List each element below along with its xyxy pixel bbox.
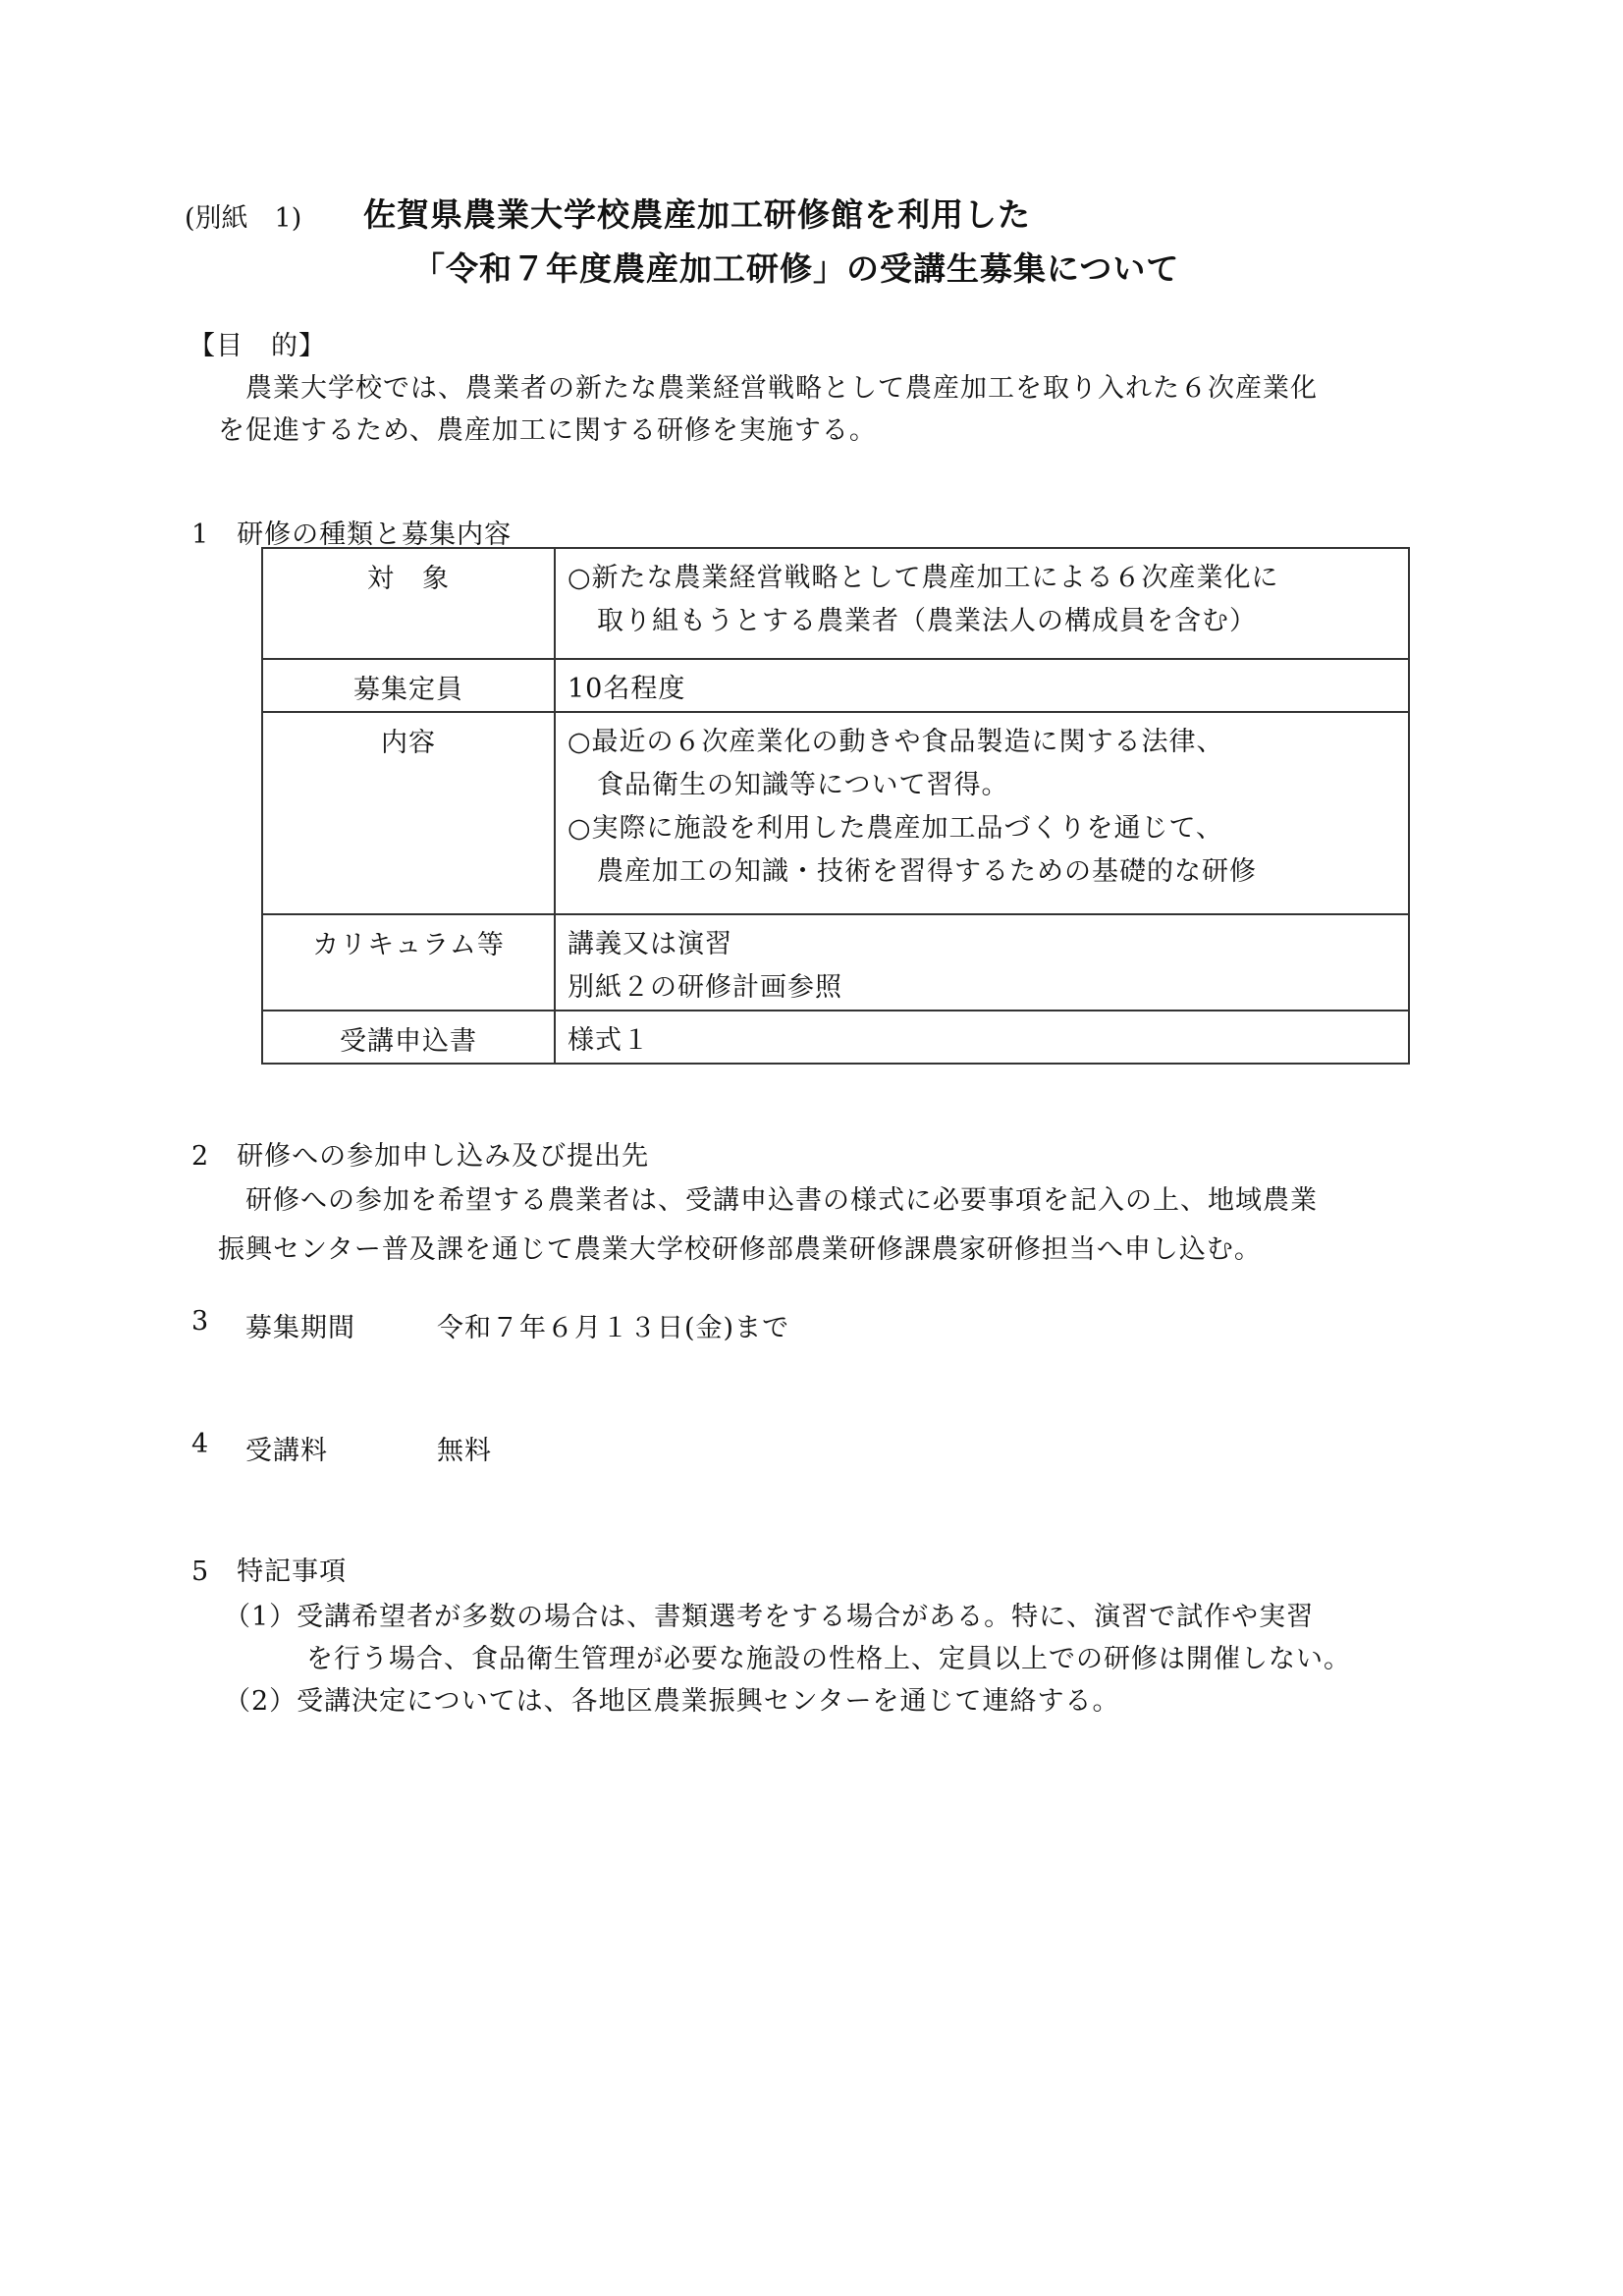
purpose-text-line1: 農業大学校では、農業者の新たな農業経営戦略として農産加工を取り入れた６次産業化	[245, 373, 1318, 404]
document-title-line1: 佐賀県農業大学校農産加工研修館を利用した	[363, 195, 1031, 234]
requirements-table	[261, 547, 1410, 1065]
table-row	[262, 914, 1409, 1011]
section1-heading: 1 研修の種類と募集内容	[191, 519, 513, 550]
table-row	[262, 712, 1409, 914]
section5-item1-line1: （1）受講希望者が多数の場合は、書類選考をする場合がある。特に、演習で試作や実習	[224, 1602, 1315, 1632]
purpose-heading: 【目 的】	[189, 331, 326, 361]
section5-item1-line2: を行う場合、食品衛生管理が必要な施設の性格上、定員以上での研修は開催しない。	[306, 1644, 1351, 1674]
row-value: 10名程度	[555, 659, 1409, 712]
section3-value: 令和７年６月１３日(金)まで	[437, 1313, 790, 1343]
section5-item2: （2）受講決定については、各地区農業振興センターを通じて連絡する。	[224, 1686, 1120, 1717]
row-value: ○新たな農業経営戦略として農産加工による６次産業化に 取り組もうとする農業者（農業法人の構成員を含む）	[555, 548, 1409, 659]
row-label: 募集定員	[262, 659, 555, 712]
section4-label: 受講料	[245, 1436, 328, 1466]
section2-text-line1: 研修への参加を希望する農業者は、受講申込書の様式に必要事項を記入の上、地域農業	[245, 1185, 1318, 1216]
table-row	[262, 548, 1409, 659]
row-value: 様式１	[555, 1011, 1409, 1064]
row-label: 受講申込書	[262, 1011, 555, 1064]
table-row	[262, 659, 1409, 712]
row-label: 対 象	[262, 548, 555, 659]
section2-text-line2: 振興センター普及課を通じて農業大学校研修部農業研修課農家研修担当へ申し込む。	[218, 1234, 1262, 1265]
title-prefix: (別紙 1)	[185, 203, 302, 234]
section2-heading: 2 研修への参加申し込み及び提出先	[191, 1141, 650, 1172]
section4-value: 無料	[437, 1436, 492, 1466]
section3-label: 募集期間	[245, 1313, 355, 1343]
section5-heading: 5 特記事項	[191, 1557, 348, 1587]
row-label: 内容	[262, 712, 555, 914]
row-label: カリキュラム等	[262, 914, 555, 1011]
row-value: 講義又は演習 別紙２の研修計画参照	[555, 914, 1409, 1011]
section3-number: 3	[191, 1306, 210, 1337]
row-value: ○最近の６次産業化の動きや食品製造に関する法律、 食品衛生の知識等について習得。 ○実際に施設を利用した農産加工品づくりを通じて、 農産加工の知識・技術を習得するための基礎的な研修	[555, 712, 1409, 914]
purpose-text-line2: を促進するため、農産加工に関する研修を実施する。	[218, 415, 877, 446]
section4-number: 4	[191, 1429, 210, 1459]
document-title-line2: 「令和７年度農産加工研修」の受講生募集について	[412, 249, 1180, 288]
table-row	[262, 1011, 1409, 1064]
